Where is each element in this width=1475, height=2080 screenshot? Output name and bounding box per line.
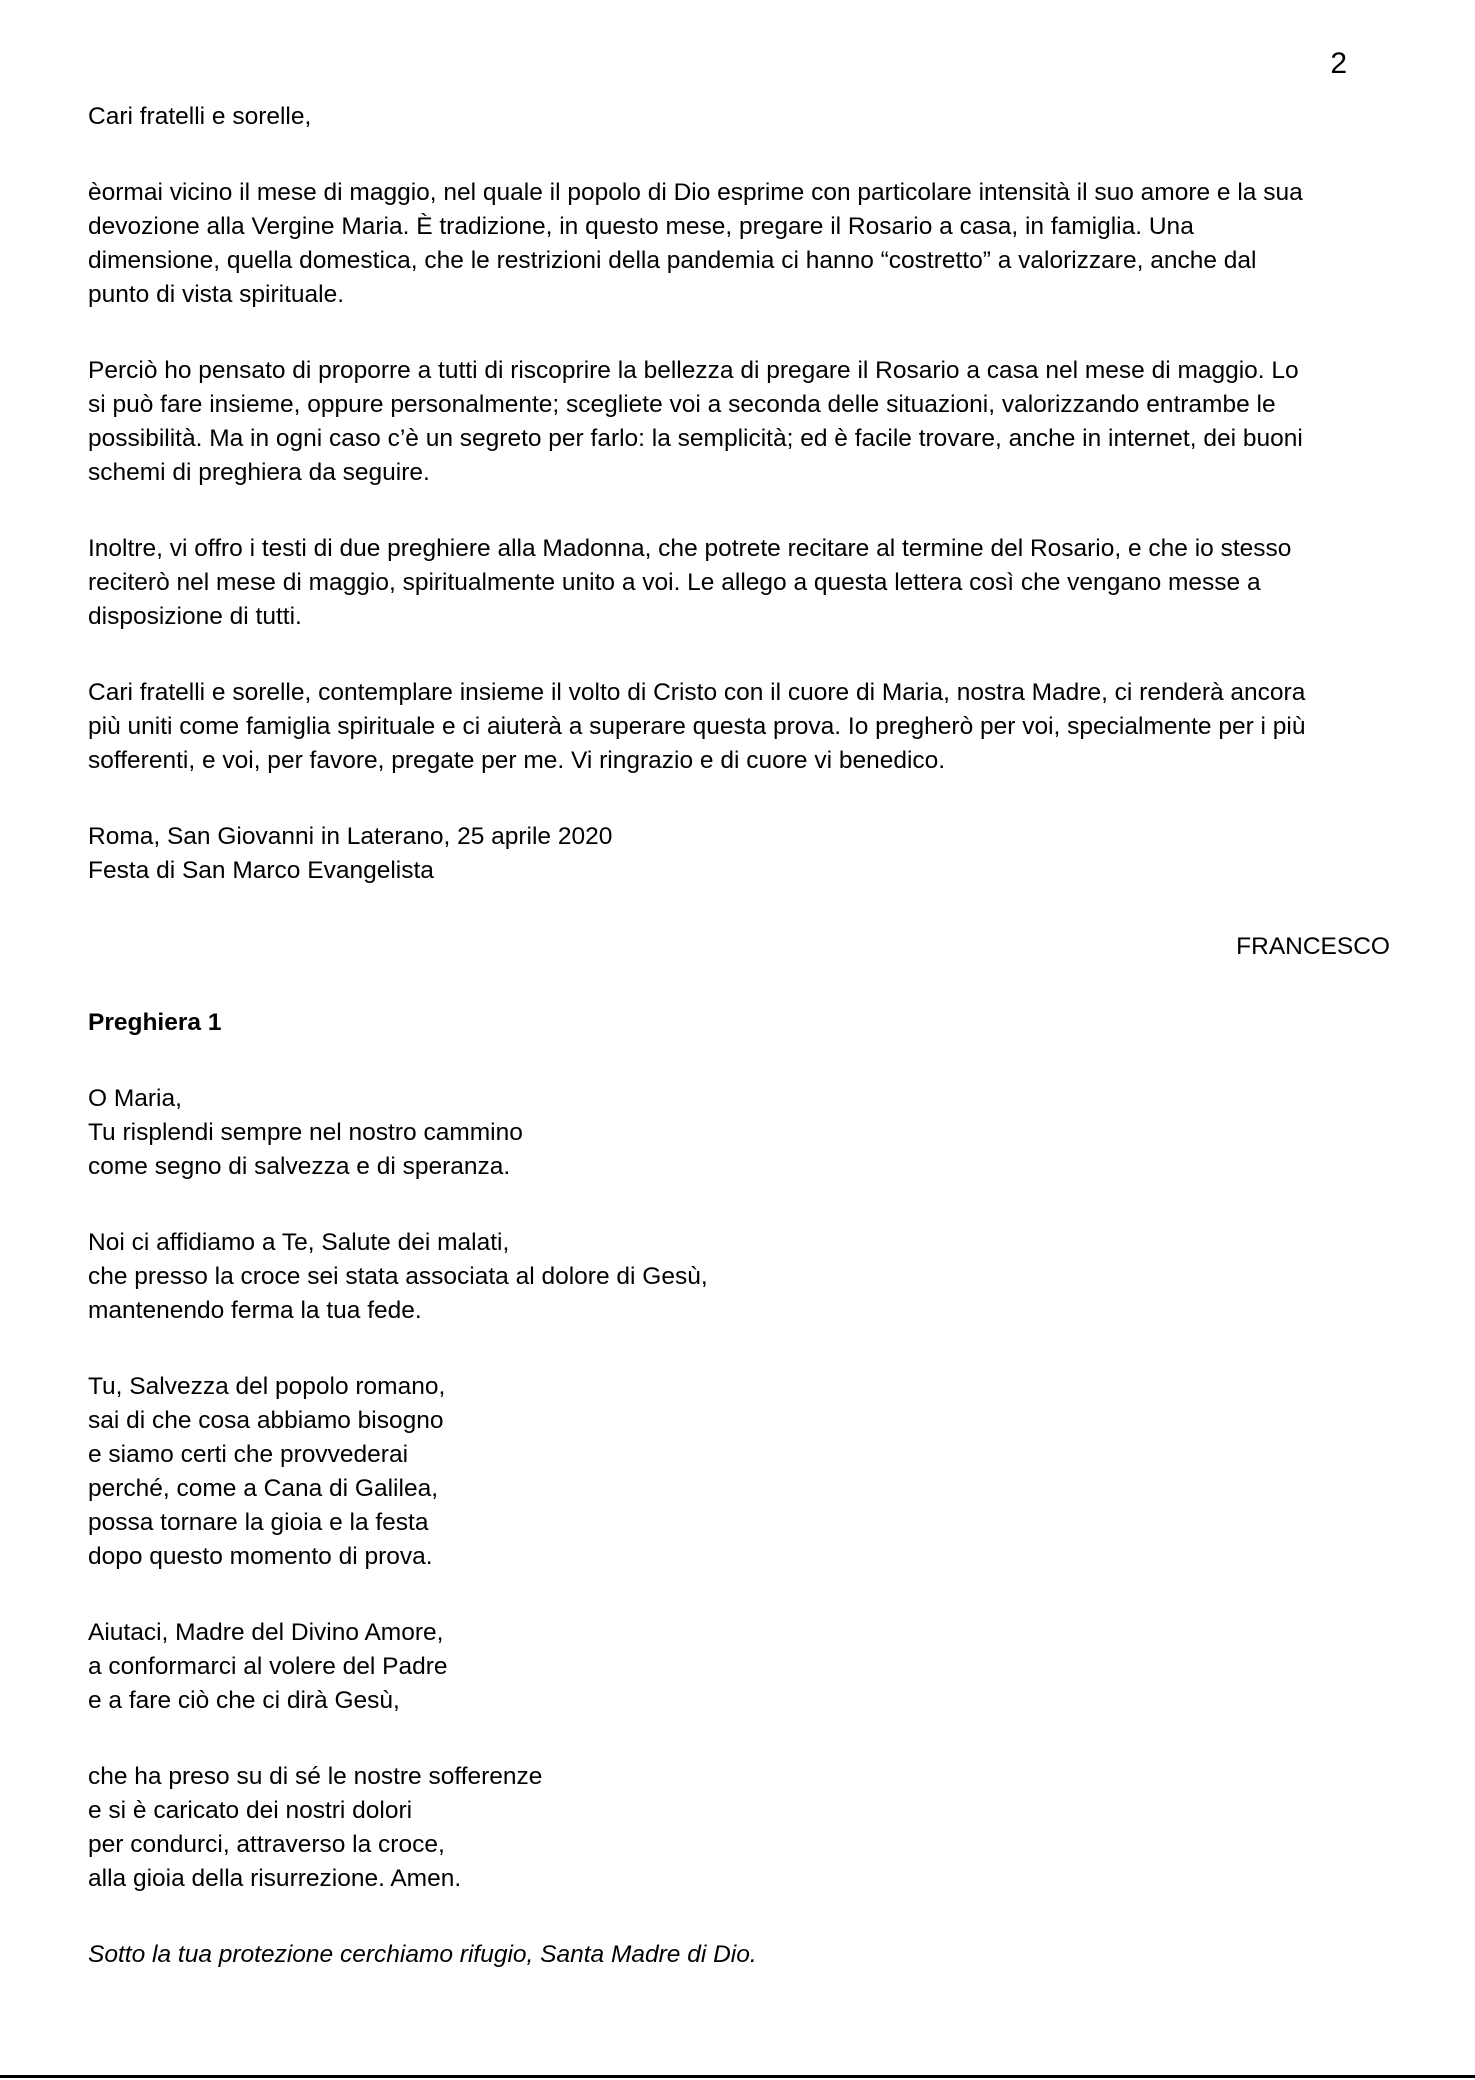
- paragraph-line: Cari fratelli e sorelle, contemplare insieme il volto di Cristo con il cuore di Maria, nostra Madre, ci renderà ancora: [88, 679, 1306, 706]
- prayer-line: Tu, Salvezza del popolo romano,: [88, 1373, 446, 1400]
- prayer-line: che ha preso su di sé le nostre sofferenze: [88, 1763, 543, 1790]
- prayer-line: a conformarci al volere del Padre: [88, 1653, 448, 1680]
- prayer-title: Preghiera 1: [88, 1009, 222, 1036]
- paragraph-line: èormai vicino il mese di maggio, nel quale il popolo di Dio esprime con particolare intensità il suo amore e la sua: [88, 179, 1303, 206]
- prayer-stanza-3: [88, 1370, 1390, 1574]
- prayer-line: alla gioia della risurrezione. Amen.: [88, 1865, 462, 1892]
- paragraph-line: sofferenti, e voi, per favore, pregate per me. Vi ringrazio e di cuore vi benedico.: [88, 747, 946, 774]
- prayer-stanza-2: [88, 1226, 1390, 1328]
- paragraph-line: si può fare insieme, oppure personalmente; scegliete voi a seconda delle situazioni, valorizzando entrambe le: [88, 391, 1276, 418]
- paragraph-line: Perciò ho pensato di proporre a tutti di riscoprire la bellezza di pregare il Rosario a casa nel mese di maggio. Lo: [88, 357, 1299, 384]
- paragraph-1: [88, 176, 1390, 312]
- prayer-line: possa tornare la gioia e la festa: [88, 1509, 429, 1536]
- prayer-line: Aiutaci, Madre del Divino Amore,: [88, 1619, 444, 1646]
- prayer-line: dopo questo momento di prova.: [88, 1543, 433, 1570]
- paragraph-4: [88, 676, 1390, 778]
- prayer-closing: Sotto la tua protezione cerchiamo rifugio, Santa Madre di Dio.: [88, 1941, 757, 1968]
- paragraph-line: schemi di preghiera da seguire.: [88, 459, 430, 486]
- page-number: 2: [1330, 47, 1347, 80]
- prayer-line: perché, come a Cana di Galilea,: [88, 1475, 438, 1502]
- prayer-line: Tu risplendi sempre nel nostro cammino: [88, 1119, 523, 1146]
- prayer-line: mantenendo ferma la tua fede.: [88, 1297, 422, 1324]
- prayer-line: Noi ci affidiamo a Te, Salute dei malati,: [88, 1229, 510, 1256]
- paragraph-line: possibilità. Ma in ogni caso c’è un segreto per farlo: la semplicità; ed è facile trovare, anche in internet, dei buoni: [88, 425, 1303, 452]
- prayer-line: e si è caricato dei nostri dolori: [88, 1797, 413, 1824]
- prayer-stanza-1: [88, 1082, 1390, 1184]
- page-bottom-rule: [0, 2075, 1475, 2078]
- prayer-line: e a fare ciò che ci dirà Gesù,: [88, 1687, 400, 1714]
- prayer-line: e siamo certi che provvederai: [88, 1441, 409, 1468]
- prayer-stanza-4: [88, 1616, 1390, 1718]
- place-date: [88, 820, 1390, 888]
- paragraph-line: Inoltre, vi offro i testi di due preghiere alla Madonna, che potrete recitare al termine del Rosario, e che io stesso: [88, 535, 1292, 562]
- signature: FRANCESCO: [1236, 933, 1390, 960]
- place-date-line: Roma, San Giovanni in Laterano, 25 aprile 2020: [88, 823, 613, 850]
- paragraph-2: [88, 354, 1390, 490]
- paragraph-line: disposizione di tutti.: [88, 603, 302, 630]
- paragraph-line: punto di vista spirituale.: [88, 281, 345, 308]
- paragraph-line: dimensione, quella domestica, che le restrizioni della pandemia ci hanno “costretto” a valorizzare, anche dal: [88, 247, 1257, 274]
- paragraph-line: devozione alla Vergine Maria. È tradizione, in questo mese, pregare il Rosario a casa, in famiglia. Una: [88, 213, 1194, 240]
- place-date-line: Festa di San Marco Evangelista: [88, 857, 434, 884]
- prayer-stanza-5: [88, 1760, 1390, 1896]
- paragraph-line: più uniti come famiglia spirituale e ci aiuterà a superare questa prova. Io pregherò per voi, specialmente per i più: [88, 713, 1306, 740]
- paragraph-line: reciterò nel mese di maggio, spiritualmente unito a voi. Le allego a questa lettera così che vengano messe a: [88, 569, 1261, 596]
- prayer-line: come segno di salvezza e di speranza.: [88, 1153, 511, 1180]
- letter-body: [88, 100, 1390, 1972]
- prayer-line: che presso la croce sei stata associata al dolore di Gesù,: [88, 1263, 708, 1290]
- prayer-line: per condurci, attraverso la croce,: [88, 1831, 445, 1858]
- prayer-line: O Maria,: [88, 1085, 182, 1112]
- salutation: Cari fratelli e sorelle,: [88, 103, 312, 130]
- prayer-line: sai di che cosa abbiamo bisogno: [88, 1407, 444, 1434]
- paragraph-3: [88, 532, 1390, 634]
